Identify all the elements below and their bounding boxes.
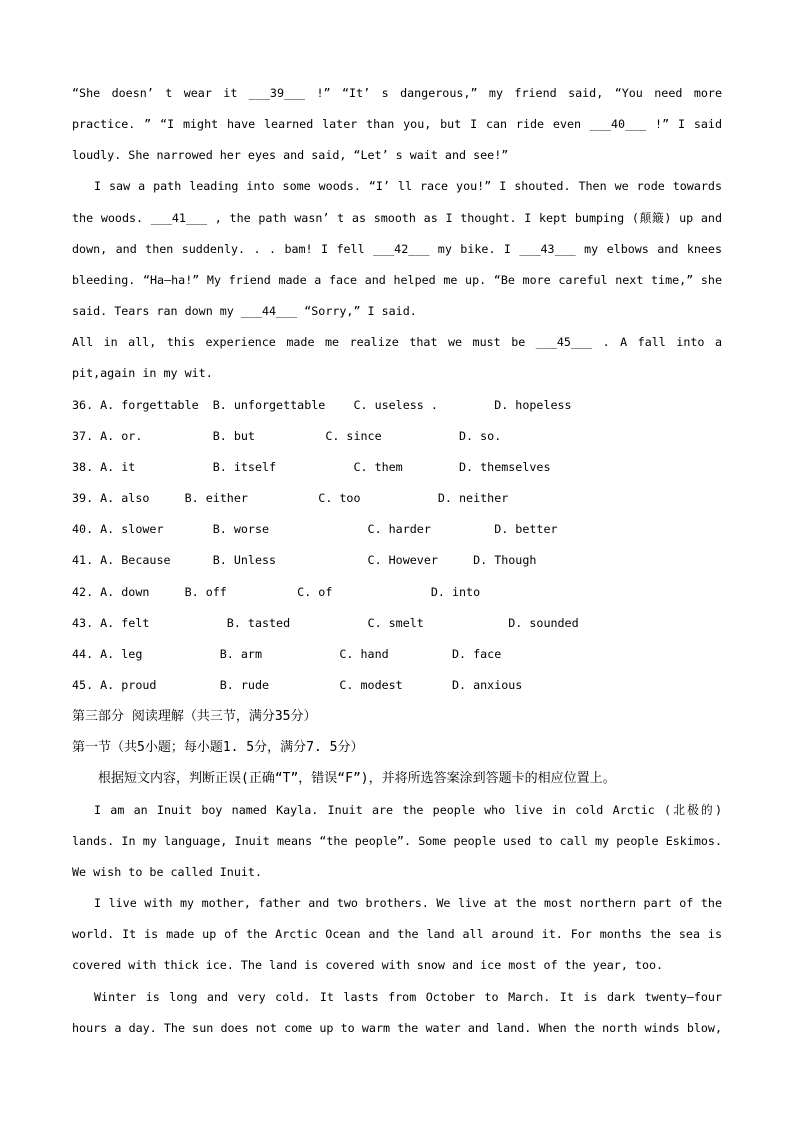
cloze-question-41: 41. A. Because B. Unless C. However D. Though xyxy=(72,553,537,568)
cloze-question-36: 36. A. forgettable B. unforgettable C. useless . D. hopeless xyxy=(72,397,572,412)
reading-paragraph-3: Winter is long and very cold. It lasts from October to March. It is dark twenty—four hours a day. The sun does not come up to warm the water and land. When the north winds blow, xyxy=(72,989,722,1035)
reading-part-heading: 第三部分 阅读理解（共三节，满分35分） xyxy=(72,709,317,725)
cloze-question-43: 43. A. felt B. tasted C. smelt D. sounded xyxy=(72,615,579,630)
cloze-paragraph-race: I saw a path leading into some woods. “I’ ll race you!” I shouted. Then we rode towards the woods. ___41___ , the path wasn’ t as smooth as I thought. I kept bumping (颠簸) up and down, and then suddenly. . . bam! I fell ___42___ my bike. I ___43___ my elbows and knees bleeding. “Ha—ha!” My friend made a face and helped me up. “Be more careful next time,” she said. Tears ran down my ___44___ “Sorry,” I said. xyxy=(72,179,722,319)
cloze-paragraph-conclusion: All in all, this experience made me realize that we must be ___45___ . A fall into a pit,again in my wit. xyxy=(72,335,722,381)
cloze-question-37: 37. A. or. B. but C. since D. so. xyxy=(72,428,502,443)
cloze-question-39: 39. A. also B. either C. too D. neither xyxy=(72,491,509,506)
reading-paragraph-1: I am an Inuit boy named Kayla. Inuit are the people who live in cold Arctic (北极的) lands. In my language, Inuit means “the people”. Some people used to call my people Eskimos. We wish to be called Inuit. xyxy=(72,802,722,879)
cloze-question-40: 40. A. slower B. worse C. harder D. better xyxy=(72,522,558,537)
reading-instruction: 根据短文内容，判断正误(正确“T”，错误“F”)，并将所选答案涂到答题卡的相应位置上。 xyxy=(98,771,616,787)
cloze-question-38: 38. A. it B. itself C. them D. themselves xyxy=(72,459,551,474)
cloze-paragraph-continuation: “She doesn’ t wear it ___39___ !” “It’ s dangerous,” my friend said, “You need more practice. ” “I might have learned later than you, but I can ride even ___40___ !” I said loudly. She narrowed her eyes and said, “Let’ s wait and see!” xyxy=(72,86,722,163)
cloze-question-45: 45. A. proud B. rude C. modest D. anxious xyxy=(72,677,523,692)
reading-section-heading: 第一节（共5小题；每小题1. 5分，满分7. 5分） xyxy=(72,740,364,756)
reading-paragraph-2: I live with my mother, father and two brothers. We live at the most northern part of the world. It is made up of the Arctic Ocean and the land all around it. For months the sea is covered with thick ice. The land is covered with snow and ice most of the year, too. xyxy=(72,896,722,973)
cloze-question-44: 44. A. leg B. arm C. hand D. face xyxy=(72,646,502,661)
cloze-question-42: 42. A. down B. off C. of D. into xyxy=(72,584,481,599)
